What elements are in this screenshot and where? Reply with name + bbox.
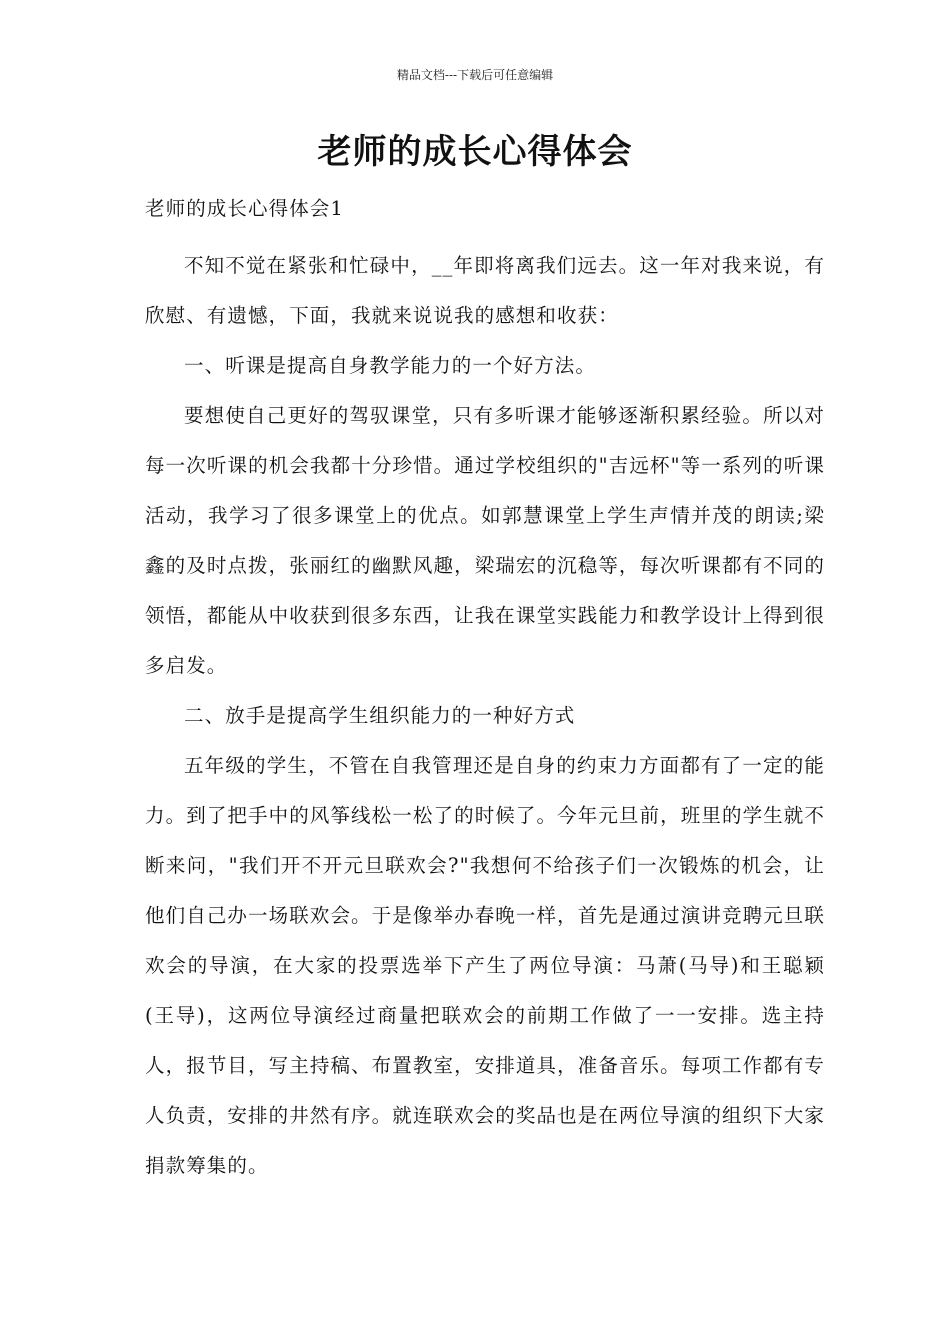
- paragraph-listening: 要想使自己更好的驾驭课堂，只有多听课才能够逐渐积累经验。所以对每一次听课的机会我都十分珍惜。通过学校组织的"吉远杯"等一系列的听课活动，我学习了很多课堂上的优点。如郭慧课堂上学生声情并茂的朗读;梁鑫的及时点拨，张丽红的幽默风趣，梁瑞宏的沉稳等，每次听课都有不同的领悟，都能从中收获到很多东西，让我在课堂实践能力和教学设计上得到很多启发。: [145, 404, 825, 677]
- document-body: [145, 184, 825, 1191]
- section-heading-2: 二、放手是提高学生组织能力的一种好方式: [184, 704, 576, 727]
- document-subtitle: 老师的成长心得体会1: [145, 197, 344, 220]
- document-title: 老师的成长心得体会: [317, 132, 633, 172]
- section-heading-1: 一、听课是提高自身教学能力的一个好方法。: [184, 354, 597, 377]
- page-header-note: 精品文档---下载后可任意编辑: [396, 68, 554, 82]
- paragraph-party: 五年级的学生，不管在自我管理还是自身的约束力方面都有了一定的能力。到了把手中的风筝线松一松了的时候了。今年元旦前，班里的学生就不断来问，"我们开不开元旦联欢会?"我想何不给孩子们一次锻炼的机会，让他们自己办一场联欢会。于是像举办春晚一样，首先是通过演讲竞聘元旦联欢会的导演，在大家的投票选举下产生了两位导演：马萧(马导)和王聪颖(王导)，这两位导演经过商量把联欢会的前期工作做了一一安排。选主持人，报节目，写主持稿、布置教室，安排道具，准备音乐。每项工作都有专人负责，安排的井然有序。就连联欢会的奖品也是在两位导演的组织下大家捐款筹集的。: [145, 754, 825, 1177]
- paragraph-intro: 不知不觉在紧张和忙碌中，__年即将离我们远去。这一年对我来说，有欣慰、有遗憾，下面，我就来说说我的感想和收获：: [145, 254, 825, 327]
